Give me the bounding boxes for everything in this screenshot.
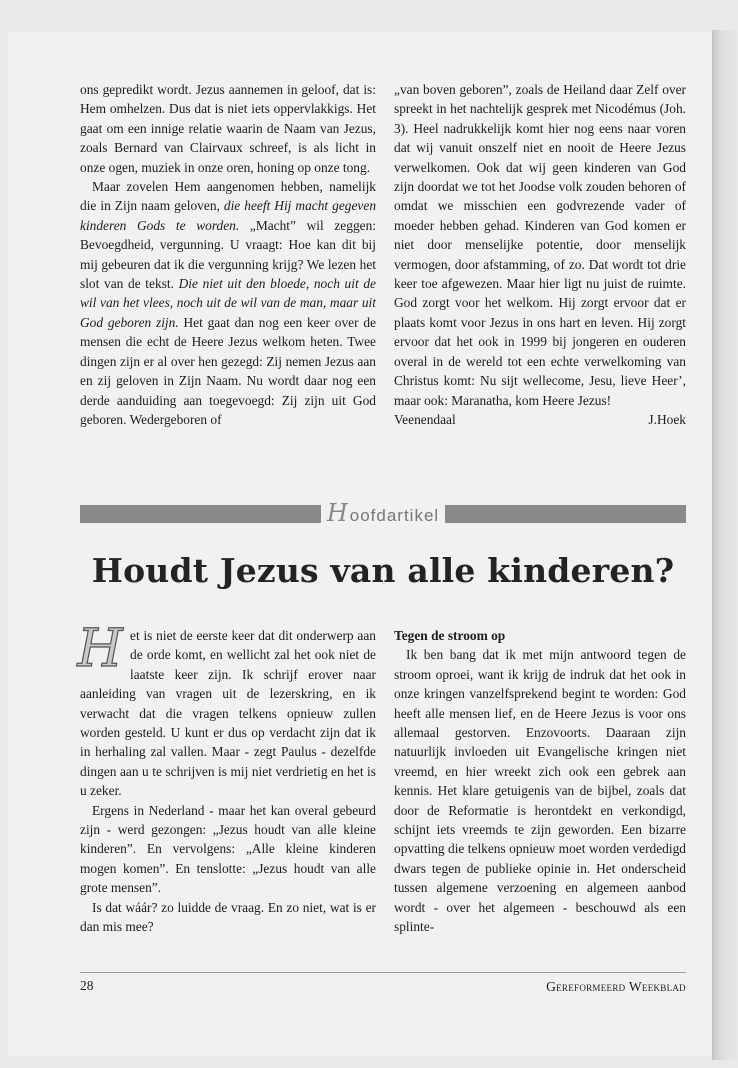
col3-p1-text: et is niet de eerste keer dat dit onderwerp aan de orde komt, en wellicht zal het ook niet de laatste keer zijn. Ik schrijf erover naar aanleiding van vragen uit de lezerskring, en ik verwacht dat die vragen telkens opnieuw zullen worden gesteld. U kunt er dus op verdacht zijn dat ik in herhaling zal vallen. Maar - zegt Paulus - dezelfde dingen aan u te schrijven is mij niet verdrietig en het is u zeker. — [80, 628, 376, 799]
col1-p2-quote-1: die heeft Hij macht gegeven kinderen Gods te worden. — [80, 198, 377, 233]
col3-paragraph-2: Ergens in Nederland - maar het kan overal gebeurd zijn - werd gezongen: „Jezus houdt van alle kleine kinderen”. En vervolgens: „Alle kleine kinderen mogen komen”. En tenslotte: „Jezus houdt van alle grote mensen”. — [80, 802, 376, 896]
section-banner — [80, 499, 686, 527]
page-number: 28 — [80, 978, 94, 993]
subheading: Tegen de stroom op — [394, 628, 506, 643]
col3-paragraph-1 — [77, 619, 376, 801]
section-label-initial: H — [326, 499, 349, 527]
signature-place: Veenendaal — [394, 411, 456, 427]
next-page-edge — [712, 30, 738, 1060]
col3-paragraph-3: Is dat wáár? zo luidde de vraag. En zo niet, wat is er dan mis mee? — [80, 899, 376, 935]
column-2 — [394, 80, 686, 429]
section-label-text: oofdartikel — [349, 506, 440, 525]
col2-paragraph-1: „van boven geboren”, zoals de Heiland daar Zelf over spreekt in het nachtelijk gesprek met Nicodémus (Joh. 3). Heel nadrukkelijk komt hier nog eens naar voren dat wij vanuit onszelf niet en nooit de Heere Jezus verwelkomen. Ook dat wij geen kinderen van God zijn doordat we tot het Joodse volk zouden behoren of omdat we misschien een godvrezende vader of moeder hebben gehad. Kinderen van God komen er niet door menselijke potentie, door menselijk vermogen, door afstamming, of zo. Dat wordt tot drie keer toe afgewezen. Maar hier ligt nu juist de ruimte. God zorgt voor het welkom. Hij zorgt ervoor dat er plaats komt voor Jezus in ons hart en leven. Hij zorgt ervoor dat het ook in 1999 bij jongeren en ouderen overal in de wereld tot een echte verwelkoming van Christus komt: Nu sijt wellecome, Jesu, lieve Heer’, maar ook: Maranatha, kom Heere Jezus! — [394, 82, 686, 408]
col1-paragraph-2 — [80, 177, 376, 429]
column-1 — [80, 80, 376, 429]
col1-p2-text-e: Het gaat dan nog een keer over de mensen die echt de Heere Jezus welkom heten. Twee dingen zijn er al over hen gezegd: Zij nemen Jezus aan en zij geloven in Zijn Naam. Nu wordt daar nog een derde aanduiding aan toegevoegd: Zij zijn uit God geboren. Wedergeboren of — [80, 314, 376, 427]
signature-line — [394, 410, 686, 429]
drop-cap: H — [77, 619, 123, 679]
col1-paragraph-1: ons gepredikt wordt. Jezus aannemen in geloof, dat is: Hem omhelzen. Dus dat is niet iets oppervlakkigs. Het gaat om een innige relatie waarin de Naam van Jezus, zoals Bernard van Clairvaux schreef, is als licht in onze ogen, muziek in onze oren, honing op onze tong. — [80, 82, 376, 175]
column-3 — [77, 619, 376, 937]
signature-author: J.Hoek — [648, 411, 686, 427]
journal-name: Gereformeerd Weekblad — [546, 979, 686, 994]
col1-p2-quote-2: Die niet uit den bloede, noch uit de wil van het vlees, noch uit de wil van de man, maar uit God geboren zijn. — [80, 276, 376, 330]
footer-rule — [80, 972, 686, 973]
col4-paragraph-1: Ik ben bang dat ik met mijn antwoord tegen de stroom oproei, want ik krijg de indruk dat het ook in onze kringen vanzelfsprekend begint te worden: God heeft alle mensen lief, en de Heere Jezus is voor ons allemaal gestorven. Enzovoorts. Daaraan zijn natuurlijk invloeden uit Evangelische kringen niet vreemd, en hier wreekt zich ook een gebrek aan kennis. Het klare getuigenis van de bijbel, zoals dat door de Reformatie is herontdekt en verkondigd, schijnt iets vreemds te zijn geworden. Een bizarre opvatting die telkens opnieuw moet worden verdedigd dwars tegen de publieke opinie in. Het onderscheid tussen algemene verzoening en algemeen aanbod wordt - over het algemeen - beschouwd als een splinte- — [394, 647, 686, 935]
section-label — [321, 501, 445, 528]
column-4 — [394, 626, 686, 937]
article-headline: Houdt Jezus van alle kinderen? — [91, 551, 675, 590]
col1-p2-text-c: „Macht” wil zeggen: Bevoegdheid, vergunning. U vraagt: Hoe kan dit bij mij gebeuren dat ik die vergunning krijg? We lezen het slot van de tekst. — [80, 217, 376, 292]
col1-p2-text-a: Maar zovelen Hem aangenomen hebben, namelijk die in Zijn naam geloven, — [80, 179, 376, 214]
